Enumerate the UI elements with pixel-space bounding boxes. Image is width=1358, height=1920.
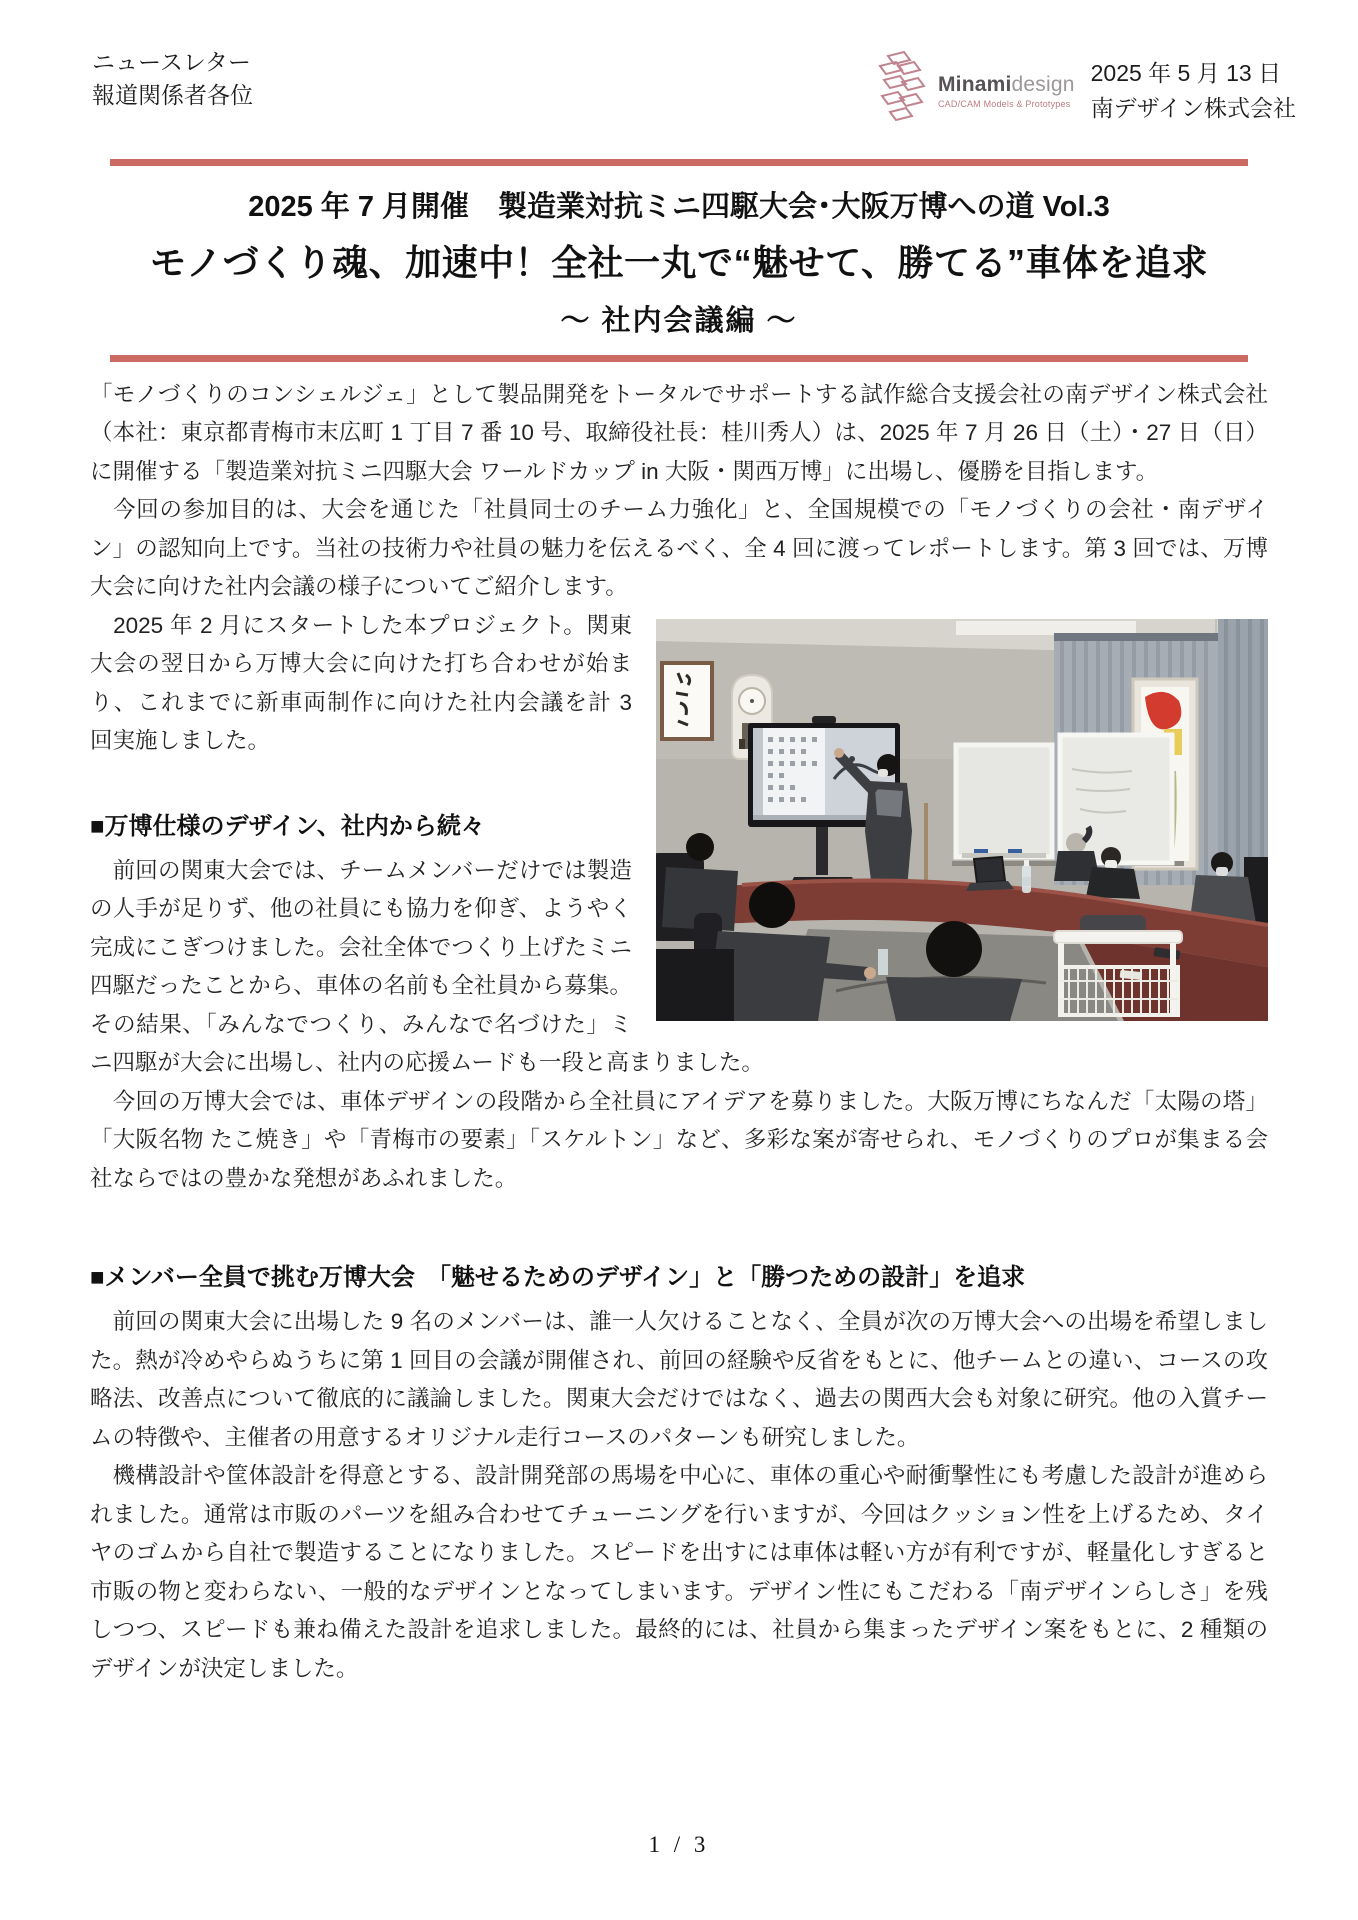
brand-cluster [874, 50, 1296, 131]
section2-heading: ■メンバー全員で挑む万博大会 「魅せるためのデザイン」と「勝つための設計」を追求 [90, 1264, 1026, 1292]
section1-paragraph-2: 今回の万博大会では、車体デザインの段階から全社員にアイデアを募りました。大阪万博にちなんだ「太陽の塔」「大阪名物 たこ焼き」や「青梅市の要素」「スケルトン」など、多彩な案が寄せられ、モノづくりのプロが集まる会社ならではの豊かな発想があふれました。 [90, 1088, 1268, 1191]
subtitle: ～ 社内会議編 ～ [560, 305, 798, 337]
company-name: 南デザイン株式会社 [1090, 94, 1296, 121]
page-number: 1 / 3 [648, 1832, 710, 1857]
logo-brand-bold: Minami [937, 72, 1012, 96]
main-title: モノづくり魂、加速中！全社一丸で“魅せて、勝てる”車体を追求 [150, 242, 1208, 283]
meeting-room-photo [656, 619, 1268, 1021]
doc-type-label: ニュースレター [92, 49, 251, 75]
title-rule-bottom [110, 355, 1248, 362]
ceiling-light [956, 621, 1136, 635]
company-logo [874, 50, 1075, 131]
addressee-block [92, 46, 253, 111]
minamidesign-mark-icon [874, 50, 928, 131]
section2-paragraph-1: 前回の関東大会に出場した 9 名のメンバーは、誰一人欠けることなく、全員が次の万博大会への出場を希望しました。熱が冷めやらぬうちに第 1 回目の会議が開催され、前回の経験や反省をもとに、他チームとの違い、コースの攻略法、改善点について徹底的に議論しました。関東大会だけではなく、過去の関西大会も対象に研究。他の入賞チームの特徴や、主催者の用意するオリジナル走行コースのパターンも研究しました。 [90, 1309, 1268, 1450]
section2-paragraph-2: 機構設計や筐体設計を得意とする、設計開発部の馬場を中心に、車体の重心や耐衝撃性にも考慮した設計が進められました。通常は市販のパーツを組み合わせてチューニングを行いますが、今回はクッション性を上げるため、タイヤのゴムから自社で製造することになりました。スピードを出すには車体は軽い方が有利ですが、軽量化しすぎると市販の物と変わらない、一般的なデザインとなってしまいます。デザイン性にもこだわる「南デザインらしさ」を残しつつ、スピードも兼ね備えた設計を追求しました。最終的には、社員から集まったデザイン案をもとに、2 種類のデザインが決定しました。 [90, 1463, 1268, 1681]
addressee-label: 報道関係者各位 [92, 81, 253, 108]
calligraphy-frame [662, 663, 712, 739]
utility-cart [1054, 915, 1182, 1015]
issue-date: 2025 年 5 月 13 日 [1090, 60, 1282, 86]
header [0, 0, 1358, 131]
kicker-title: 2025 年 7 月開催 製造業対抗ミニ四駆大会･大阪万博への道 Vol.3 [248, 191, 1110, 223]
meeting-room-illustration [656, 619, 1268, 1021]
title-rule-top [110, 159, 1248, 166]
article-body [90, 376, 1268, 1688]
lead-paragraph-2: 今回の参加目的は、大会を通じた「社員同士のチーム力強化」と、全国規模での「モノづくりの会社・南デザイン」の認知向上です。当社の技術力や社員の魅力を伝えるべく、全 4 回に渡ってレポートします。第 3 回では、万博大会に向けた社内会議の様子についてご紹介します。 [90, 497, 1268, 600]
lead-paragraph-1: 「モノづくりのコンシェルジェ」として製品開発をトータルでサポートする試作総合支援会社の南デザイン株式会社（本社：東京都青梅市末広町 1 丁目 7 番 10 号、取締役社長：桂川秀人）は、2025 年 7 月 26 日（土）・27 日（日）に開催する「製造業対抗ミニ四駆大会 ワールドカップ in 大阪・関西万博」に出場し、優勝を目指します。 [90, 382, 1268, 484]
section1-heading: ■万博仕様のデザイン、社内から続々 [90, 812, 485, 840]
date-company-block [1091, 56, 1296, 125]
section1-paragraph-1: 前回の関東大会では、チームメンバーだけでは製造の人手が足りず、他の社員にも協力を仰ぎ、ようやく完成にこぎつけました。会社全体でつくり上げたミニ四駆だったことから、車体の名前も全社員から募集。その結果、「みんなでつくり、みんなで名づけた」ミニ四駆が大会に出場し、社内の応援ムードも一段と高まりました。 [90, 857, 764, 1076]
logo-brand-light: design [1011, 72, 1075, 96]
project-start-paragraph: 2025 年 2 月にスタートした本プロジェクト。関東大会の翌日から万博大会に向けた打ち合わせが始まり、これまでに新車両制作に向けた社内会議を計 3 回実施しました。 [90, 612, 632, 754]
logo-tagline: CAD/CAM Models & Prototypes [937, 98, 1071, 109]
logo-text [938, 73, 1075, 109]
